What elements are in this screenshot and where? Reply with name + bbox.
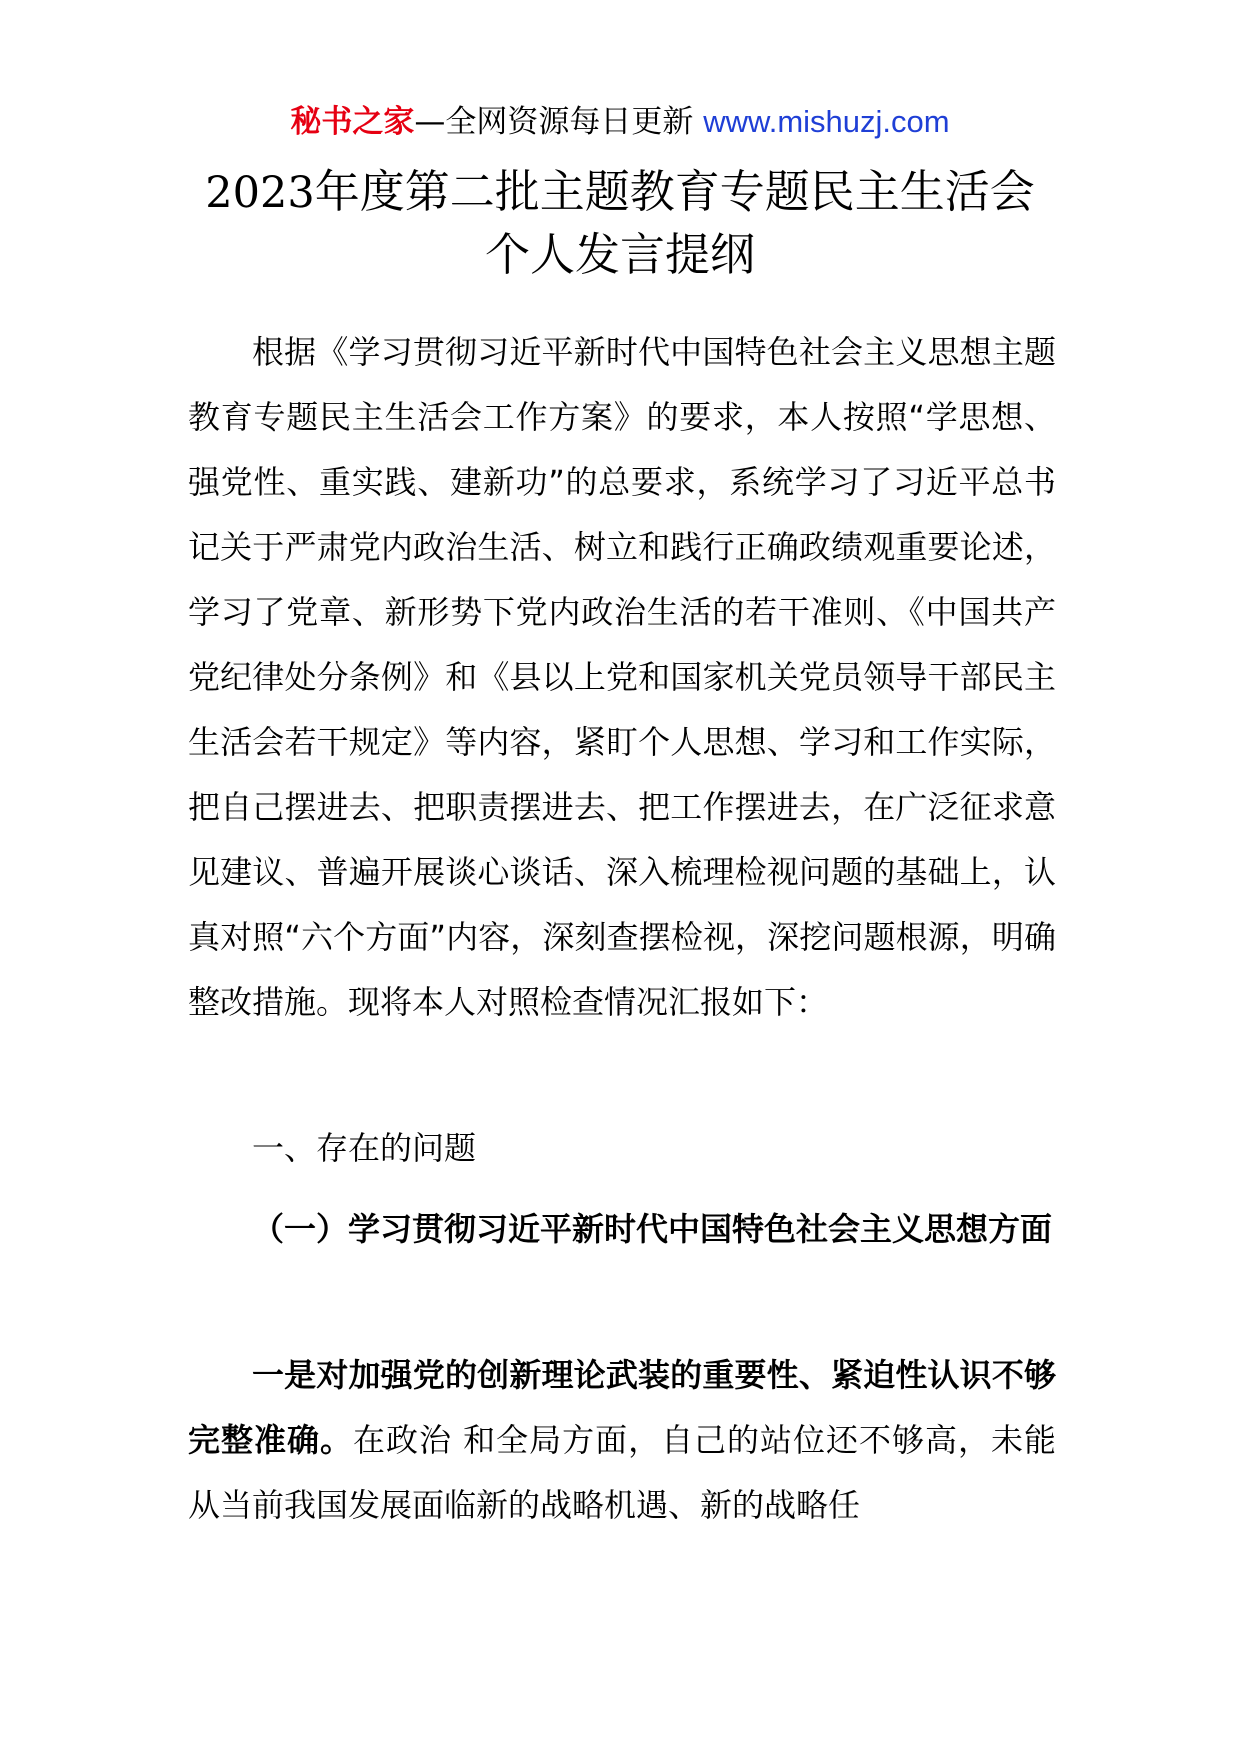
section-heading-1: 一、存在的问题 [252,1129,477,1167]
point-paragraph-1 [188,1343,1056,1538]
watermark-slogan: —全网资源每日更新 [414,104,704,140]
watermark-brand: 秘书之家 [290,104,415,140]
document-title-line-2: 个人发言提纲 [484,228,755,281]
point-lead: 一是对加强党的创新理论武装的重要性、紧迫性认识不够完整准确。 [188,1356,1056,1459]
subsection-heading-1: （一）学习贯彻习近平新时代中国特色社会主义思想方面 [252,1210,1053,1248]
title-year: 2023 [205,168,315,218]
title-line1-text: 年度第二批主题教育专题民主生活会 [314,165,1035,218]
watermark-header [0,100,1240,144]
intro-paragraph: 根据《学习贯彻习近平新时代中国特色社会主义思想主题教育专题民主生活会工作方案》的要求，本人按照“学思想、强党性、重实践、建新功”的总要求，系统学习了习近平总书记关于严肃党内政治生活、树立和践行正确政绩观重要论述，学习了党章、新形势下党内政治生活的若干准则、《中国共产党纪律处分条例》和《县以上党和国家机关党员领导干部民主生活会若干规定》等内容，紧盯个人思想、学习和工作实际，把自己摆进去、把职责摆进去、把工作摆进去，在广泛征求意见建议、普遍开展谈心谈话、深入梳理检视问题的基础上，认真对照“六个方面”内容，深刻查摆检视，深挖问题根源，明确整改措施。现将本人对照检查情况汇报如下： [188,333,1056,1021]
document-title-line-1 [0,161,1240,224]
watermark-url[interactable]: www.mishuzj.com [703,104,950,139]
point-text: 在政治 和全局方面，自己的站位还不够高，未能从当前我国发展面临新的战略机遇、新的战略任 [188,1421,1056,1524]
